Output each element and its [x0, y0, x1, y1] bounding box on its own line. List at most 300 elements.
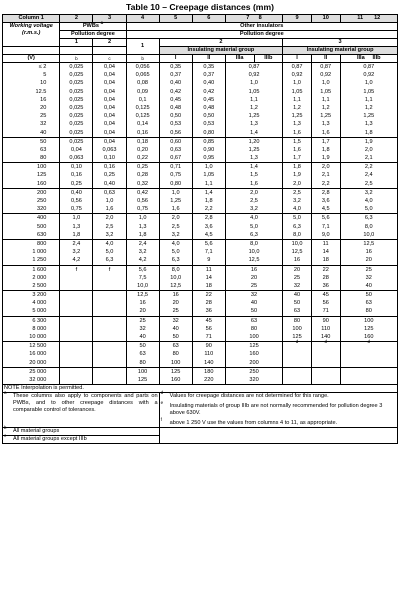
creepage-value: 0,50 [170, 113, 182, 120]
creepage-value: 80 [293, 317, 301, 324]
creepage-value: 0,40 [104, 180, 115, 187]
value-cell-c2 [60, 265, 93, 291]
value-cell-c3 [93, 239, 126, 265]
creepage-value: 8,0 [171, 266, 180, 273]
voltage-value: 80 [40, 155, 47, 162]
creepage-value: 40 [365, 282, 372, 289]
creepage-value: 63 [365, 300, 372, 307]
creepage-value: 2,8 [321, 189, 330, 196]
creepage-value: 0,025 [69, 138, 84, 145]
value-cell-c4 [126, 342, 159, 368]
creepage-value: 0,28 [137, 172, 149, 179]
creepage-value: 3,6 [204, 223, 213, 230]
value-cell-c9 [283, 367, 312, 384]
voltage-value: 3 200 [32, 292, 47, 299]
creepage-value: 7,1 [321, 223, 330, 230]
creepage-value: 2,0 [250, 189, 258, 196]
sub-I-pd2: I [159, 55, 192, 63]
value-cell-c1112 [340, 188, 397, 214]
creepage-value: 0,20 [137, 146, 149, 153]
creepage-value: 0,25 [70, 180, 82, 187]
value-cell-c9 [283, 163, 312, 189]
table-row [3, 137, 398, 163]
value-cell-c5 [159, 63, 192, 138]
column-2-header: 2 [60, 15, 93, 23]
creepage-value: 8,0 [250, 240, 258, 247]
column-6-header: 6 [192, 15, 225, 23]
voltage-value: 32 000 [29, 376, 47, 383]
creepage-value: 20 [365, 257, 372, 264]
voltage-value: ≤ 2 [38, 64, 47, 70]
creepage-value: 100 [364, 317, 374, 324]
creepage-value: 40 [172, 325, 179, 332]
creepage-value: 0,42 [203, 88, 215, 95]
sub-I-pd3: I [283, 55, 312, 63]
creepage-value: 0,45 [170, 96, 182, 103]
creepage-value: 0,14 [137, 121, 149, 128]
creepage-value: 1,3 [321, 121, 330, 128]
voltage-cell [3, 188, 60, 214]
value-cell-c3 [93, 291, 126, 317]
value-cell-c6 [192, 367, 225, 384]
creepage-value: 100 [171, 359, 181, 366]
voltage-value: 10 000 [29, 334, 47, 340]
creepage-value: 0,53 [170, 121, 182, 128]
table-body [3, 63, 398, 385]
value-cell-c1112 [340, 163, 397, 189]
creepage-value: 1,3 [364, 121, 373, 128]
voltage-value: 25 [40, 113, 47, 120]
creepage-value: 125 [364, 325, 374, 332]
creepage-value: 0,065 [135, 72, 150, 79]
creepage-value: 6,3 [105, 257, 114, 264]
value-cell-c9: d [283, 342, 312, 368]
footnote-c-cell [3, 433, 160, 444]
sub-III-pd3 [340, 55, 397, 63]
voltage-value: 10 [40, 80, 47, 87]
voltage-value: 4 000 [32, 300, 47, 307]
sub-b-2: b [126, 55, 159, 63]
creepage-value: 0,025 [69, 113, 84, 120]
img-label-pd2: Insulating material group [159, 47, 283, 55]
creepage-value: 0,35 [170, 64, 182, 70]
creepage-value: 71 [322, 308, 329, 315]
creepage-value: 22 [322, 266, 329, 273]
voltage-value: 16 000 [29, 351, 47, 358]
creepage-value: 1,25 [291, 113, 303, 120]
voltage-value: 500 [37, 223, 47, 230]
creepage-value: 160 [364, 334, 374, 340]
creepage-value: 125 [137, 376, 148, 383]
creepage-value: 0,025 [69, 64, 84, 70]
value-cell-c9 [283, 214, 312, 240]
voltage-value: 16 [40, 96, 47, 103]
creepage-value: 1,4 [204, 189, 213, 196]
column-8-number: 8 [258, 15, 262, 21]
value-cell-c3 [93, 63, 126, 138]
creepage-value: 0,90 [203, 146, 215, 153]
creepage-value [94, 282, 124, 290]
value-cell-c4 [126, 239, 159, 265]
creepage-value: 1,0 [250, 80, 258, 87]
creepage-value: 1,5 [250, 172, 258, 179]
sub-c: c [93, 55, 126, 63]
creepage-value: 0,80 [170, 180, 182, 187]
creepage-value: 1,25 [248, 146, 260, 153]
creepage-value: 1,9 [321, 155, 330, 162]
creepage-value: 2,0 [321, 164, 330, 171]
creepage-value: 100 [249, 334, 259, 340]
creepage-value: 1,05 [291, 88, 303, 95]
pwbs-footnote-mark: a [100, 20, 104, 26]
creepage-value: 160 [171, 376, 181, 383]
column-10-header: 10 [311, 15, 340, 23]
value-cell-c6 [192, 239, 225, 265]
value-cell-c1112 [340, 63, 397, 138]
footnote-e-mark: e [160, 400, 164, 406]
creepage-value: 0,22 [137, 155, 149, 162]
creepage-value: 20 [139, 308, 146, 315]
value-cell-c3 [93, 163, 126, 189]
creepage-value: 32 [172, 317, 179, 324]
creepage-value: 160 [249, 351, 259, 358]
creepage-value: 1,2 [321, 104, 330, 111]
value-cell-c3 [93, 188, 126, 214]
creepage-value: 0,56 [137, 198, 149, 204]
creepage-value: 0,37 [170, 72, 182, 79]
creepage-value: 0,04 [104, 80, 115, 87]
creepage-value: 0,75 [137, 206, 149, 213]
creepage-value: 36 [205, 308, 212, 315]
creepage-value: 180 [204, 368, 214, 375]
creepage-value: 16 [172, 292, 179, 299]
footnote-d [160, 390, 396, 400]
value-cell-c6 [192, 137, 225, 163]
creepage-value: 14 [322, 249, 329, 256]
sub-IIIb-pd2: IIIb [254, 55, 283, 63]
creepage-value: 50 [250, 308, 258, 315]
unit-label: (V) [3, 55, 60, 63]
creepage-value: 0,42 [170, 88, 182, 95]
value-cell-c6 [192, 291, 225, 317]
creepage-value: 5,0 [293, 215, 301, 222]
table-row [3, 163, 398, 189]
value-cell-c78 [225, 137, 282, 163]
creepage-value: 63 [293, 308, 301, 315]
creepage-value: 3,2 [72, 249, 81, 256]
creepage-value: 40 [293, 292, 301, 299]
creepage-value: 0,67 [170, 155, 182, 162]
creepage-value: 0,16 [104, 164, 115, 171]
creepage-value: 11 [322, 240, 329, 247]
table-title: Table 10 – Creepage distances (mm) [126, 2, 274, 12]
creepage-value: 1,8 [293, 164, 301, 171]
creepage-value: 2,0 [364, 146, 373, 153]
creepage-value: 0,04 [104, 138, 115, 145]
value-cell-c10 [311, 214, 340, 240]
voltage-value: 40 [40, 129, 47, 136]
value-cell-c1112 [340, 367, 397, 384]
creepage-value: 0,71 [170, 164, 182, 171]
voltage-value: 2 500 [32, 282, 47, 289]
value-cell-c5 [159, 163, 192, 189]
creepage-value: 1,25 [170, 198, 182, 204]
other-insulators-label: Other insulators [126, 23, 397, 31]
value-cell-c4 [126, 214, 159, 240]
creepage-value: 2,5 [364, 180, 373, 187]
creepage-value: 0,10 [104, 155, 115, 162]
creepage-value: 1,3 [250, 121, 258, 128]
creepage-value: 1,1 [321, 96, 330, 103]
footnote-c [4, 433, 158, 443]
creepage-value: 2,2 [364, 164, 373, 171]
value-cell-c78 [225, 316, 282, 342]
creepage-value: 12,5 [170, 282, 182, 289]
value-cell-c3 [93, 316, 126, 342]
value-cell-c6 [192, 188, 225, 214]
footnote-e [160, 400, 396, 417]
creepage-value: 0,50 [203, 113, 215, 120]
value-cell-c4 [126, 265, 159, 291]
creepage-value: 0,42 [137, 189, 149, 196]
creepage-value: 0,04 [104, 129, 115, 136]
value-cell-c1112 [340, 239, 397, 265]
creepage-value: 20 [293, 266, 301, 273]
creepage-value: 1,8 [364, 129, 373, 136]
voltage-value: 125 [37, 172, 47, 179]
sub-IIIa-pd3: IIIa [356, 55, 365, 61]
creepage-value: 28 [205, 300, 212, 307]
creepage-value: 0,63 [104, 189, 115, 196]
header-row-2 [3, 23, 398, 31]
creepage-value: 63 [250, 317, 258, 324]
value-cell-c5 [159, 188, 192, 214]
creepage-value: 320 [249, 376, 259, 383]
creepage-value: 0,025 [69, 104, 84, 111]
creepage-value: 0,025 [69, 129, 84, 136]
creepage-value: 0,40 [170, 80, 182, 87]
creepage-value: 18 [205, 282, 212, 289]
creepage-value: 1,0 [105, 198, 114, 204]
creepage-value: 5,6 [204, 240, 213, 247]
creepage-value: 1,0 [138, 215, 147, 222]
creepage-value: 0,1 [138, 96, 147, 103]
value-cell-c5 [159, 214, 192, 240]
creepage-value: 5,0 [171, 249, 180, 256]
value-cell-c4 [126, 63, 159, 138]
voltage-cell [3, 316, 60, 342]
blank-header-cell [60, 47, 93, 55]
creepage-value: 10,0 [137, 282, 149, 289]
value-cell-c78 [225, 367, 282, 384]
creepage-value: 1,7 [293, 155, 301, 162]
creepage-value: 80 [172, 351, 179, 358]
creepage-value: 0,125 [135, 104, 150, 111]
voltage-value: 20 [40, 104, 47, 111]
creepage-value: 4,5 [204, 231, 213, 238]
creepage-value: 1,5 [293, 138, 301, 145]
creepage-value: 1,9 [364, 138, 373, 145]
creepage-value: 9,0 [321, 231, 330, 238]
column-4-header: 4 [126, 15, 159, 23]
creepage-value: 2,5 [250, 198, 258, 204]
creepage-value: 1,1 [204, 180, 213, 187]
creepage-value: 36 [322, 282, 329, 289]
creepage-value: 0,40 [203, 80, 215, 87]
value-cell-c5 [159, 367, 192, 384]
creepage-value: 0,16 [70, 172, 82, 179]
creepage-value: 2,0 [171, 215, 180, 222]
column-12-number: 12 [374, 15, 381, 21]
value-cell-c2 [60, 188, 93, 214]
creepage-value: 1,8 [321, 146, 330, 153]
sub-II-pd3: II [311, 55, 340, 63]
value-cell-c6 [192, 63, 225, 138]
voltage-value: 20 000 [29, 359, 47, 366]
voltage-value: 160 [37, 180, 47, 187]
other-pollution-degree-label: Pollution degree [126, 31, 397, 39]
value-cell-c2 [60, 291, 93, 317]
creepage-value: 0,48 [203, 104, 215, 111]
voltage-value: 630 [37, 231, 47, 238]
creepage-value: 71 [205, 334, 212, 340]
value-cell-c2 [60, 316, 93, 342]
column-1-header: Column 1 [3, 15, 60, 23]
footnote-c-mark: c [4, 433, 7, 439]
value-cell-c5 [159, 239, 192, 265]
value-cell-c5 [159, 316, 192, 342]
creepage-value: 10,0 [248, 249, 260, 256]
voltage-value: 400 [37, 215, 47, 222]
creepage-value: f [75, 266, 78, 273]
table-row [3, 214, 398, 240]
value-cell-c6 [192, 214, 225, 240]
creepage-value: 0,04 [104, 113, 115, 120]
creepage-value: 16 [250, 266, 258, 273]
creepage-value: 12,5 [248, 257, 260, 264]
value-cell-c78 [225, 239, 282, 265]
creepage-value: 1,6 [293, 146, 301, 153]
value-cell-c10 [311, 367, 340, 384]
creepage-value: 20 [172, 300, 179, 307]
creepage-value: 14 [205, 274, 212, 281]
creepage-value: 4,0 [105, 240, 114, 247]
creepage-value: 0,75 [170, 172, 182, 179]
img-label-pd3: Insulating material group [283, 47, 398, 55]
value-cell-c4 [126, 163, 159, 189]
creepage-value: 0,16 [137, 129, 149, 136]
column-number-row [3, 15, 398, 23]
creepage-value: 0,063 [102, 146, 117, 153]
creepage-value: 0,45 [203, 96, 215, 103]
creepage-value: 12,5 [291, 249, 303, 256]
creepage-value: 45 [205, 317, 212, 324]
creepage-value: 1,0 [321, 80, 330, 87]
value-cell-c3 [93, 342, 126, 368]
value-cell-c1112 [340, 291, 397, 317]
creepage-value: 1,20 [248, 138, 260, 145]
creepage-value: 0,60 [170, 138, 182, 145]
creepage-value: 4,0 [250, 215, 258, 222]
footnote-d-text: Values for creepage distances are not determined for this range. [169, 393, 329, 400]
creepage-value: 50 [139, 343, 146, 350]
interpolation-note: NOTE Interpolation is permitted. [3, 385, 398, 393]
creepage-value: 10,0 [170, 274, 182, 281]
voltage-value: 2 000 [32, 274, 47, 281]
value-cell-c1112: d [340, 342, 397, 368]
value-cell-c10 [311, 63, 340, 138]
value-cell-c1112 [340, 316, 397, 342]
creepage-value: 1,0 [293, 80, 301, 87]
creepage-value: 4,5 [321, 206, 330, 213]
voltage-value: 5 [43, 72, 47, 79]
creepage-value: 1,8 [204, 198, 213, 204]
value-cell-c5 [159, 137, 192, 163]
creepage-value: 4,2 [72, 257, 81, 264]
creepage-value: 0,37 [203, 72, 215, 79]
creepage-value: 2,4 [72, 240, 81, 247]
creepage-value: 220 [204, 376, 214, 383]
creepage-value: 0,87 [291, 64, 303, 70]
creepage-value: 1,3 [293, 121, 301, 128]
creepage-value: 1,0 [72, 215, 81, 222]
creepage-value: 2,5 [105, 223, 114, 230]
sub-b-1: b [60, 55, 93, 63]
value-cell-c1112 [340, 137, 397, 163]
creepage-value: 2,0 [293, 180, 301, 187]
creepage-value: 4,0 [171, 240, 180, 247]
note-row [3, 385, 398, 393]
creepage-value: 40 [139, 334, 146, 340]
creepage-value: 0,87 [320, 64, 332, 70]
creepage-value: 56 [205, 325, 212, 332]
table-row [3, 367, 398, 384]
value-cell-c6 [192, 163, 225, 189]
creepage-value: 6,3 [293, 223, 301, 230]
creepage-value: 1,4 [250, 164, 258, 171]
creepage-value: 20 [250, 274, 258, 281]
value-cell-c5 [159, 342, 192, 368]
voltage-value: 12.5 [35, 88, 47, 95]
value-cell-c10 [311, 316, 340, 342]
voltage-value: 25 000 [29, 368, 47, 375]
creepage-value: 90 [205, 343, 212, 350]
creepage-value: 6,3 [364, 215, 373, 222]
creepage-value: 0,48 [170, 104, 182, 111]
creepage-value: 0,063 [69, 155, 84, 162]
creepage-value: 80 [365, 308, 372, 315]
footnote-row-2 [3, 428, 398, 436]
creepage-table [2, 14, 398, 444]
creepage-value: 0,04 [70, 146, 82, 153]
creepage-value: 1,4 [250, 129, 258, 136]
creepage-value: 6,3 [250, 231, 258, 238]
sub-IIIa-pd2: IIIa [225, 55, 254, 63]
creepage-value: 6,3 [171, 257, 180, 264]
voltage-value: 1 600 [32, 266, 47, 273]
footnote-f [160, 417, 396, 427]
value-cell-c78 [225, 188, 282, 214]
voltage-value: 50 [40, 138, 47, 145]
footnote-a-cell [3, 390, 160, 428]
footnote-b [4, 425, 158, 435]
creepage-value: 63 [139, 351, 146, 358]
voltage-value: 100 [37, 164, 47, 171]
voltage-value: 32 [40, 121, 47, 128]
creepage-value: 12,5 [137, 292, 149, 299]
creepage-value: 0,85 [203, 138, 215, 145]
creepage-value: 125 [249, 343, 259, 350]
